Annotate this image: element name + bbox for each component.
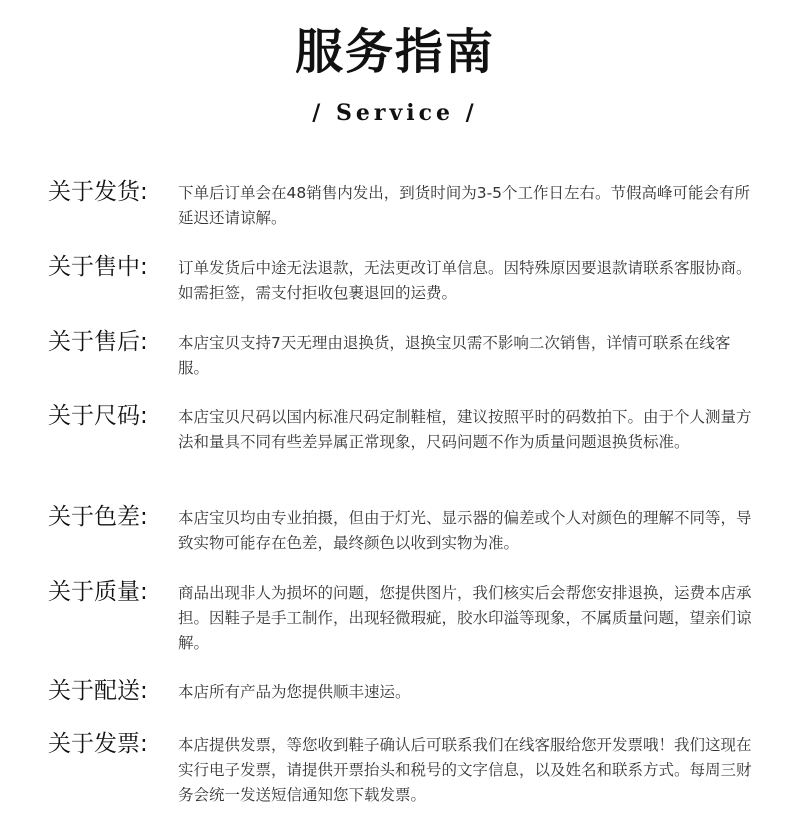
- section-label: 关于发票:: [48, 731, 148, 757]
- section-label: 关于售中:: [48, 254, 148, 280]
- section-label: 关于售后:: [48, 329, 148, 355]
- section-text: 商品出现非人为损坏的问题，您提供图片，我们核实后会帮您安排退换，运费本店承担。因鞋子是手工制作，出现轻微瑕疵，胶水印溢等现象，不属质量问题，望亲们谅解。: [178, 584, 752, 652]
- section-text: 本店宝贝支持7天无理由退换货，退换宝贝需不影响二次销售，详情可联系在线客服。: [178, 334, 731, 377]
- section-text: 下单后订单会在48销售内发出，到货时间为3-5个工作日左右。节假高峰可能会有所延迟还请谅解。: [178, 184, 751, 227]
- section-text: 本店提供发票，等您收到鞋子确认后可联系我们在线客服给您开发票哦！我们这现在实行电子发票，请提供开票抬头和税号的文字信息，以及姓名和联系方式。每周三财务会统一发送短信通知您下载发票。: [178, 736, 752, 804]
- section-text: 本店宝贝均由专业拍摄，但由于灯光、显示器的偏差或个人对颜色的理解不同等，导致实物可能存在色差，最终颜色以收到实物为准。: [178, 509, 752, 552]
- section-label: 关于配送:: [48, 678, 148, 704]
- section-label: 关于色差:: [48, 504, 148, 530]
- page-title: 服务指南: [294, 24, 495, 80]
- section-label: 关于质量:: [48, 579, 148, 605]
- section-label: 关于尺码:: [48, 403, 148, 429]
- section-label: 关于发货:: [48, 179, 148, 205]
- section-text: 本店所有产品为您提供顺丰速运。: [178, 683, 411, 701]
- page-subtitle: / Service /: [312, 100, 478, 126]
- section-text: 本店宝贝尺码以国内标准尺码定制鞋楦，建议按照平时的码数拍下。由于个人测量方法和量具不同有些差异属正常现象，尺码问题不作为质量问题退换货标准。: [178, 408, 752, 451]
- section-text: 订单发货后中途无法退款，无法更改订单信息。因特殊原因要退款请联系客服协商。如需拒签，需支付拒收包裹退回的运费。: [178, 259, 752, 302]
